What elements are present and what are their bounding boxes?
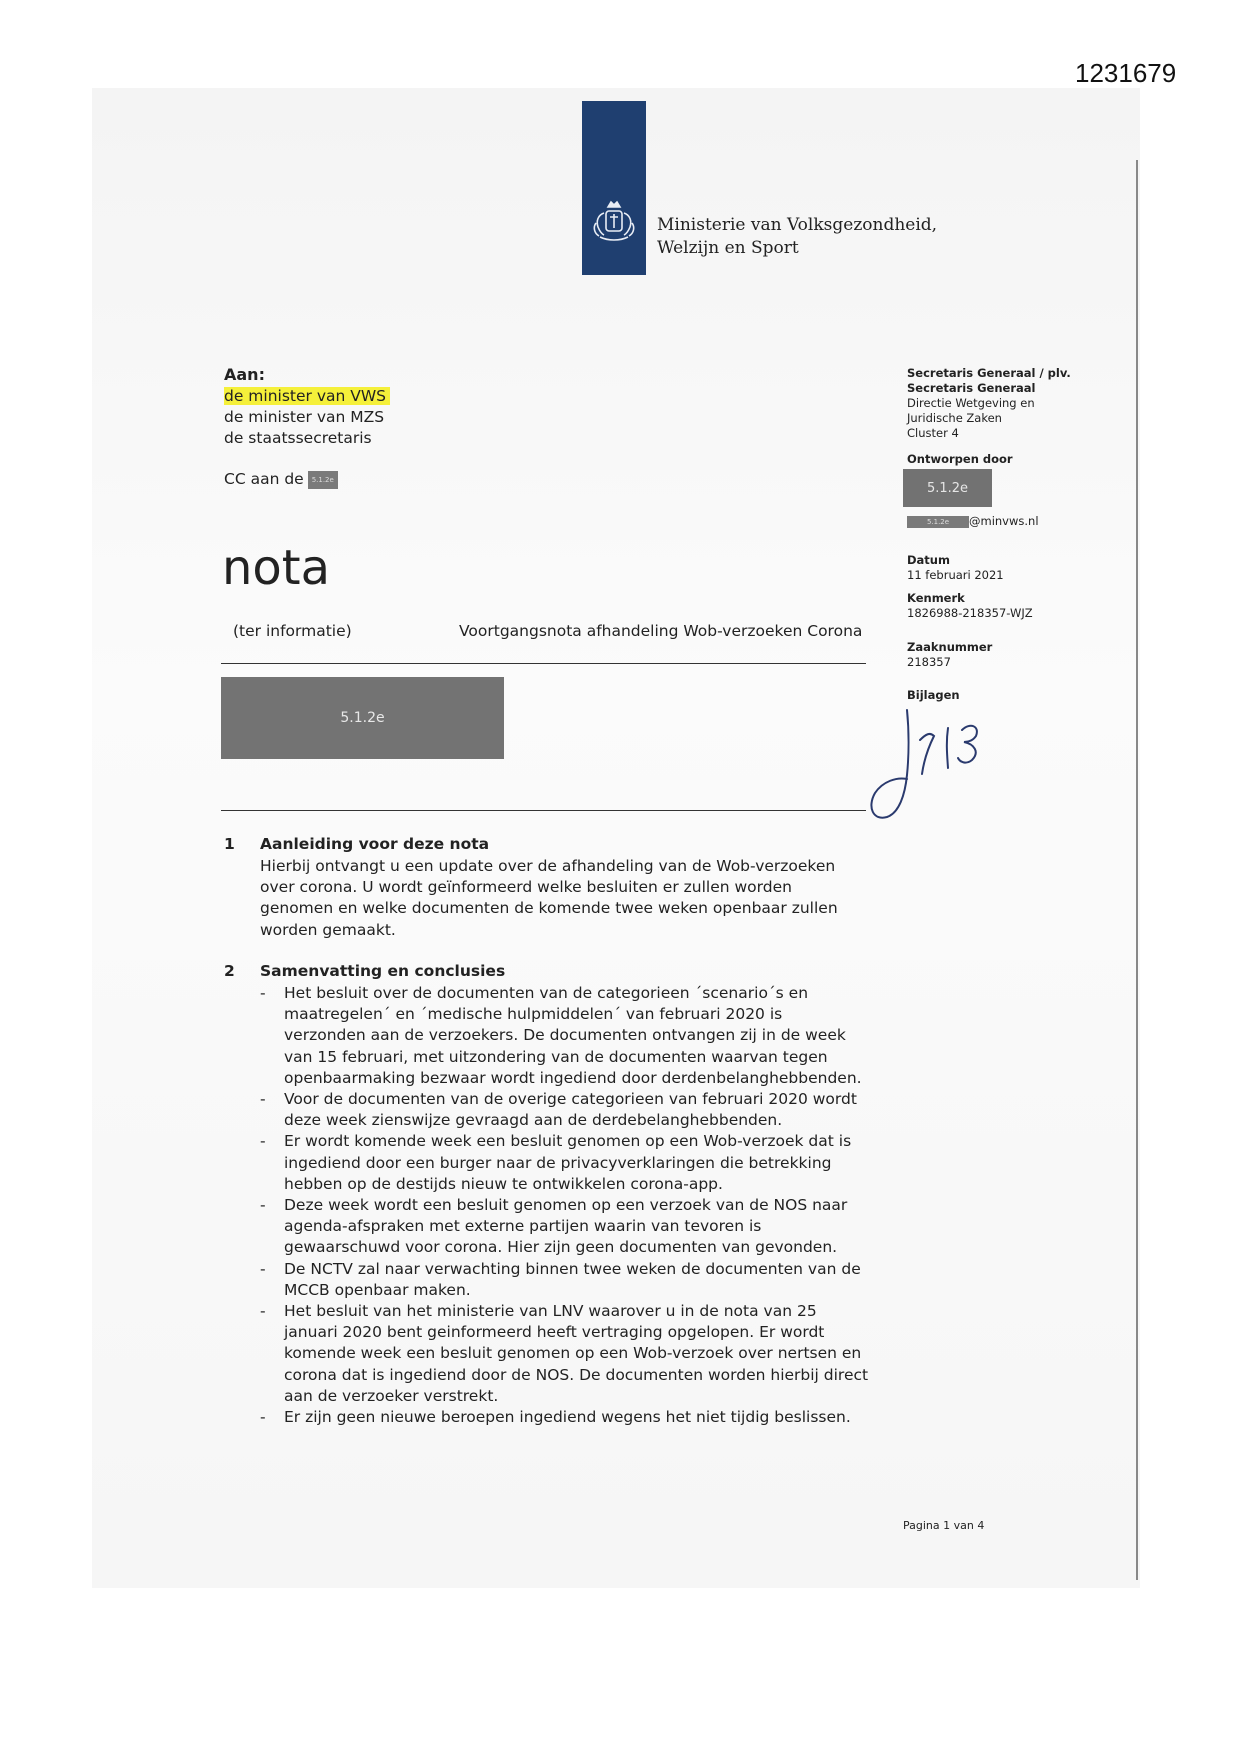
addressee-label: Aan: — [224, 365, 265, 384]
list-item: - Er zijn geen nieuwe beroepen ingediend wegens het niet tijdig beslissen. — [258, 1407, 898, 1428]
addressee-item: de minister van MZS — [224, 408, 385, 426]
section-number: 1 — [224, 835, 235, 853]
summary-bullet-list — [258, 983, 898, 1428]
section-heading: Aanleiding voor deze nota — [260, 835, 490, 853]
case-label: Zaaknummer — [907, 640, 993, 654]
document-number: 1231679 — [1075, 58, 1177, 88]
paragraph-line: worden gemaakt. — [260, 920, 396, 939]
addressee-item: de staatssecretaris — [224, 429, 372, 447]
section-number: 2 — [224, 962, 235, 980]
document-subject: Voortgangsnota afhandeling Wob-verzoeken Corona — [459, 622, 863, 640]
date-label: Datum — [907, 553, 950, 567]
handwritten-initials — [850, 700, 1030, 850]
dept-line2: Secretaris Generaal — [907, 381, 1036, 395]
designed-by-label: Ontworpen door — [907, 452, 1013, 466]
ministry-name-line1: Ministerie van Volksgezondheid, — [657, 215, 938, 235]
list-item: - De NCTV zal naar verwachting binnen twee weken de documenten van de MCCB openbaar maken. — [258, 1259, 898, 1301]
sidebar-department — [907, 366, 1071, 441]
cc-line — [224, 470, 338, 489]
document-title: nota — [222, 540, 331, 596]
section-heading: Samenvatting en conclusies — [260, 962, 506, 980]
sidebar-email — [907, 514, 1039, 528]
dept-line5: Cluster 4 — [907, 426, 959, 440]
dept-line3: Directie Wetgeving en — [907, 396, 1035, 410]
list-item: - Het besluit van het ministerie van LNV waarover u in de nota van 25 januari 2020 bent geinformeerd heeft vertraging opgelopen. Er wordt komende week een besluit genomen op een Wob-verzoek over nertsen en corona dat is ingediend door de NOS. De documenten worden hierbij direct aan de verzoeker verstrekt. — [258, 1301, 898, 1407]
list-item: - Voor de documenten van de overige categorieen van februari 2020 wordt deze week zienswijze gevraagd aan de derdebelanghebbenden. — [258, 1089, 898, 1131]
paragraph-line: Hierbij ontvangt u een update over de afhandeling van de Wob-verzoeken — [260, 857, 836, 875]
sidebar-case — [907, 640, 992, 670]
dept-line4: Juridische Zaken — [907, 411, 1002, 425]
addressee-item-highlighted: de minister van VWS — [224, 387, 390, 405]
designed-by-redaction: 5.1.2e — [903, 469, 992, 507]
attachments-label: Bijlagen — [907, 688, 960, 702]
page-number: Pagina 1 van 4 — [903, 1519, 985, 1532]
paragraph-line: over corona. U wordt geïnformeerd welke besluiten er zullen worden — [260, 878, 792, 897]
redaction-block: 5.1.2e — [221, 677, 504, 759]
list-item: - Het besluit over de documenten van de categorieen ´scenario´s en maatregelen´ en ´medische hulpmiddelen´ van februari 2020 is verzonden aan de verzoekers. De documenten ontvangen zij in de week van 15 februari, met uitzondering van de documenten waarvan tegen openbaarmaking bezwaar wordt ingediend door derdenbelanghebbenden. — [258, 983, 898, 1089]
cc-label: CC aan de — [224, 470, 304, 488]
date-value: 11 februari 2021 — [907, 568, 1004, 582]
email-redaction: 5.1.2e — [907, 516, 969, 528]
ministry-logo-bar — [582, 101, 646, 275]
paragraph-line: genomen en welke documenten de komende twee weken openbaar zullen — [260, 899, 838, 918]
email-domain: @minvws.nl — [969, 514, 1039, 528]
list-item: - Er wordt komende week een besluit genomen op een Wob-verzoek dat is ingediend door een burger naar de privacyverklaringen die betrekking hebben op de destijds nieuw te ontwikkelen corona-app. — [258, 1131, 898, 1195]
sidebar-reference — [907, 591, 1033, 621]
ministry-name — [657, 214, 937, 260]
dept-line1: Secretaris Generaal / plv. — [907, 366, 1071, 380]
addressee-list — [224, 386, 390, 449]
cc-redaction: 5.1.2e — [308, 471, 338, 489]
reference-value: 1826988-218357-WJZ — [907, 606, 1033, 620]
divider-bottom — [221, 810, 866, 811]
coat-of-arms-icon — [582, 101, 646, 275]
section-paragraph — [260, 856, 900, 941]
document-type: (ter informatie) — [233, 622, 352, 640]
ministry-name-line2: Welzijn en Sport — [657, 238, 799, 258]
list-item: - Deze week wordt een besluit genomen op een verzoek van de NOS naar agenda-afspraken met externe partijen waarin van tevoren is gewaarschuwd voor corona. Hier zijn geen documenten van gevonden. — [258, 1195, 898, 1259]
divider-top — [221, 663, 866, 664]
reference-label: Kenmerk — [907, 591, 965, 605]
scan-edge-line — [1136, 160, 1138, 1580]
case-value: 218357 — [907, 655, 951, 669]
sidebar-date — [907, 553, 1004, 583]
